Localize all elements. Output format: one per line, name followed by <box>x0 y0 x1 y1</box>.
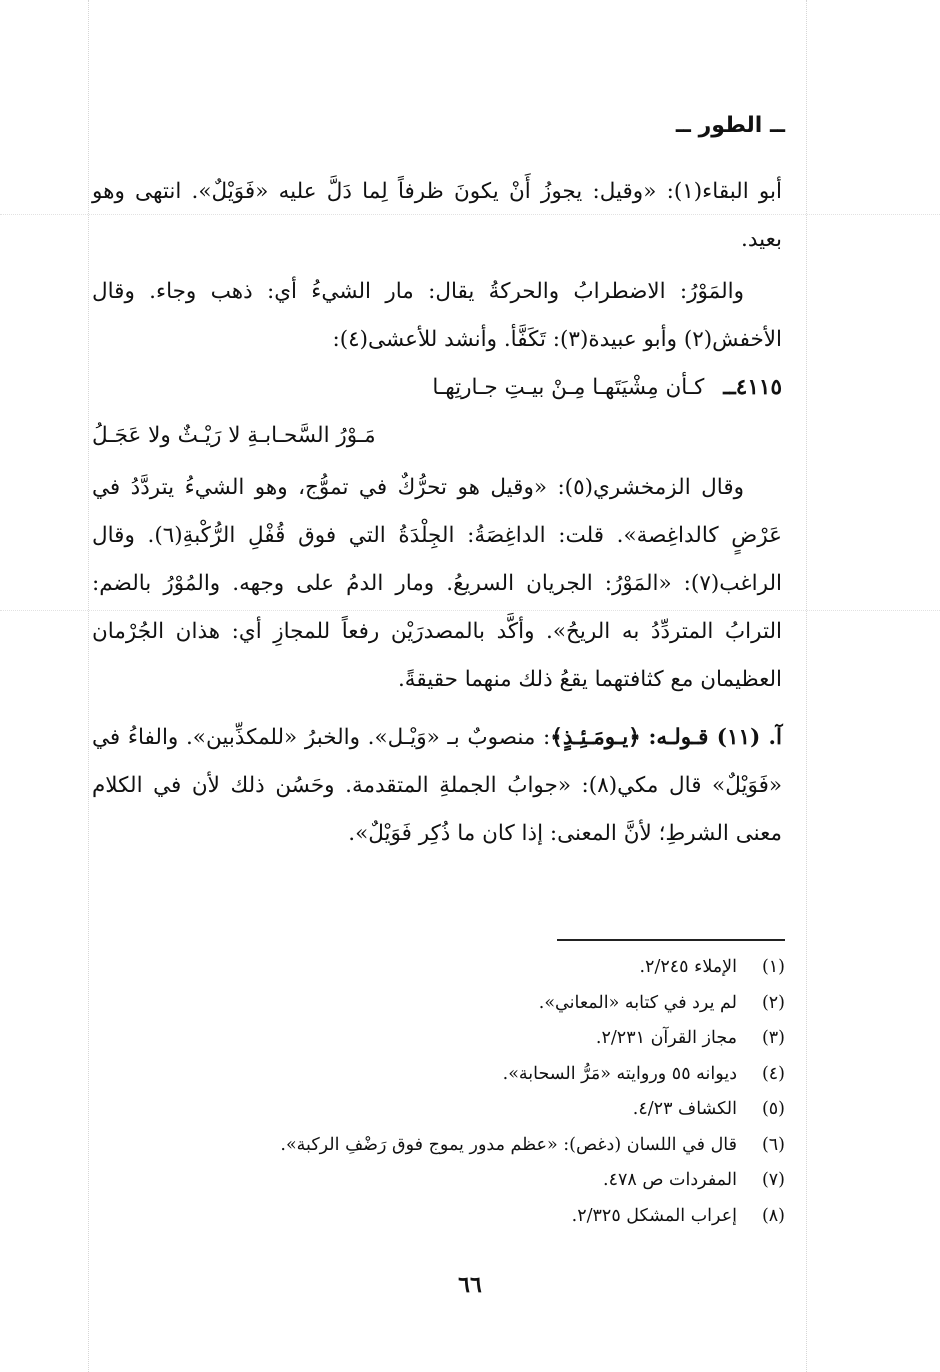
main-text <box>92 168 782 858</box>
footnote-text: قال في اللسان (دغص): «عظم مدور يموج فوق رَضْفِ الركبة». <box>280 1134 737 1155</box>
running-header: ــ الطور ــ <box>675 113 785 138</box>
ayah-reference: آ. (١١) قـولـه: <box>648 725 783 750</box>
footnote-text: الإملاء ٢/٢٤٥. <box>639 957 737 977</box>
paragraph-4 <box>92 714 782 858</box>
footnote-number: (٥) <box>761 1099 785 1119</box>
footnote <box>165 1128 785 1164</box>
footnote-number: (٦) <box>761 1134 785 1155</box>
footnote <box>165 1092 785 1128</box>
verse-line-1 <box>92 364 782 412</box>
verse-hemistich-2: مَـوْرُ السَّحـابـةِ لا رَيْـثٌ ولا عَجَـلُ <box>92 423 376 448</box>
verse-hemistich-1: كـأن مِشْيَتَهـا مِـنْ بيـتِ جـارتِهـا <box>432 375 705 400</box>
footnote-text: المفردات ص ٤٧٨. <box>602 1170 737 1190</box>
footnotes <box>165 950 785 1234</box>
paragraph-1: أبو البقاء(١): «وقيل: يجوزُ أَنْ يكونَ ظرفاً لِما دَلَّ عليه «فَوَيْلٌ». انتهى وهو بعيد. <box>92 179 782 252</box>
scan-guide-left <box>88 0 89 1372</box>
paragraph-3: وقال الزمخشري(٥): «وقيل هو تحرُّكٌ في تموُّج، وهو الشيءُ يتردَّدُ في عَرْضٍ كالداغِصة». قلت: الداغِصَةُ: الجِلْدَةُ التي فوق قُفْلِ الرُّكْبةِ(٦). وقال الراغب(٧): «المَوْرُ: الجريان السريعُ. ومار الدمُ على وجهه. والمُوْرُ بالضم: الترابُ المتردِّدُ به الريحُ». وأكَّد بالمصدرَيْن رفعاً للمجازِ أي: هذان الجُرْمان العظيمان مع كثافتهما يقعُ ذلك منهما حقيقةً. <box>92 475 782 692</box>
page-number: ٦٦ <box>458 1272 482 1298</box>
paragraph-4-text: : منصوبٌ بـ «وَيْـل». والخبرُ «للمكذِّبين». والفاءُ في «فَوَيْلٌ» قال مكي(٨): «جوابُ الجملةِ المتقدمة. وحَسُن ذلك لأن في الكلام معنى الشرطِ؛ لأنَّ المعنى: إذا كان ما ذُكِر فَوَيْلٌ». <box>92 725 782 846</box>
footnote <box>165 1057 785 1093</box>
footnote-text: الكشاف ٤/٢٣. <box>632 1099 737 1119</box>
footnote <box>165 1199 785 1235</box>
footnote-number: (١) <box>761 957 785 977</box>
verse-number: ٤١١٥ــ <box>723 375 782 400</box>
footnote-number: (٨) <box>761 1205 785 1226</box>
footnote-number: (٧) <box>761 1170 785 1190</box>
paragraph-2: والمَوْرُ: الاضطرابُ والحركةُ يقال: مار الشيءُ أي: ذهب وجاء. وقال الأخفش(٢) وأبو عبيدة(٣): تَكَفَّأ. وأنشد للأعشى(٤): <box>92 279 782 352</box>
footnote-text: إعراب المشكل ٢/٣٢٥. <box>571 1205 737 1226</box>
footnote-separator <box>557 939 785 941</box>
footnote-text: ديوانه ٥٥ وروايته «مَرُّ السحابة». <box>502 1063 737 1084</box>
footnote-number: (٢) <box>761 992 785 1013</box>
footnote <box>165 1163 785 1199</box>
footnote-text: مجاز القرآن ٢/٢٣١. <box>595 1028 737 1048</box>
quranic-word: ﴿يـومَـئِـذٍ﴾ <box>550 725 641 750</box>
footnote <box>165 1021 785 1057</box>
scan-guide-right <box>806 0 807 1372</box>
footnote-text: لم يرد في كتابه «المعاني». <box>538 992 737 1013</box>
footnote-number: (٤) <box>761 1063 785 1084</box>
footnote <box>165 950 785 986</box>
footnote-number: (٣) <box>761 1028 785 1048</box>
footnote <box>165 986 785 1022</box>
